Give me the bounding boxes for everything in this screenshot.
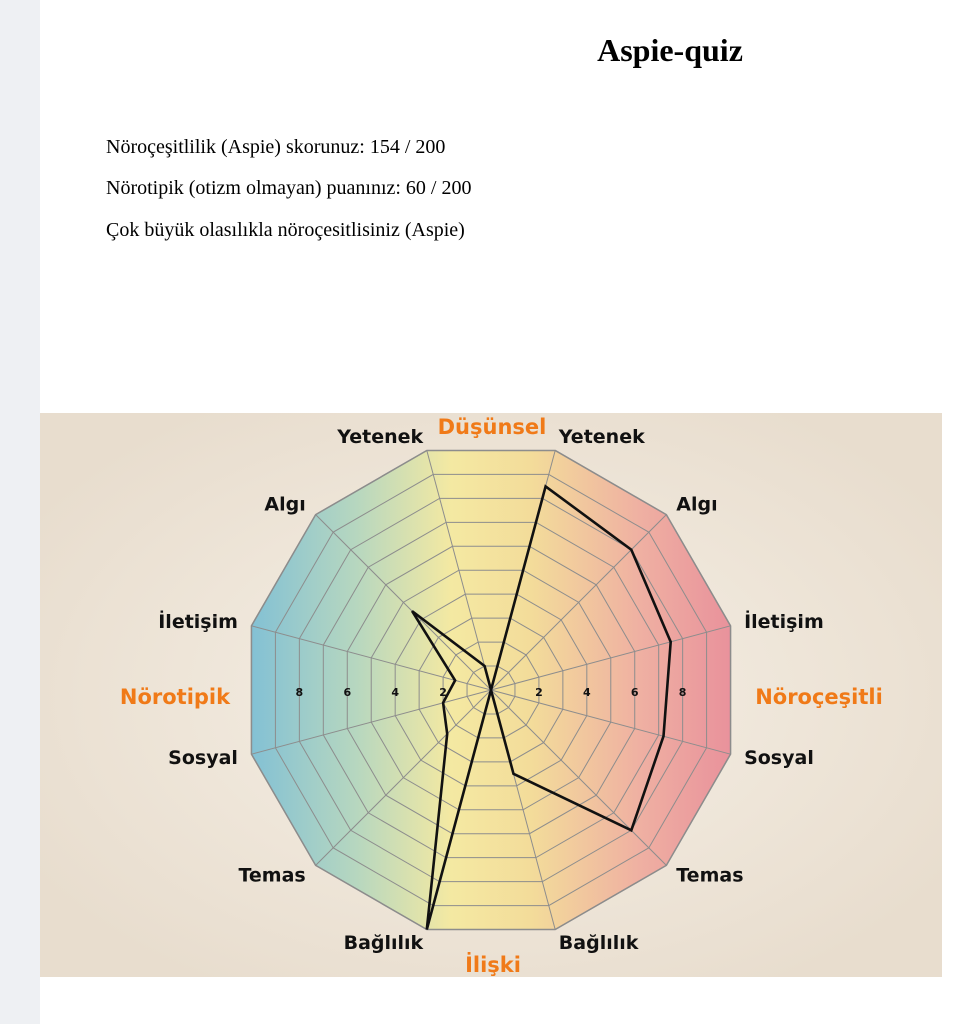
tick-label: 8	[295, 686, 304, 699]
axis-label-left: Temas	[238, 864, 306, 887]
category-label-iliski: İlişki	[465, 953, 521, 977]
tick-label: 4	[582, 686, 591, 699]
axis-label-right: İletişim	[744, 611, 824, 634]
axis-label-right: Bağlılık	[558, 932, 639, 955]
tick-label: 8	[678, 686, 687, 699]
aspie-score-text: Nöroçeşitlilik (Aspie) skorunuz: 154 / 200	[106, 136, 446, 158]
axis-label-right: Sosyal	[744, 746, 814, 769]
category-label-norotipik: Nörotipik	[119, 685, 231, 709]
category-label-norocesitli: Nöroçeşitli	[755, 685, 883, 709]
tick-label: 6	[343, 686, 352, 699]
axis-label-left: Bağlılık	[343, 932, 424, 955]
axis-label-right: Algı	[676, 493, 718, 516]
tick-label: 6	[630, 686, 639, 699]
axis-label-right: Temas	[676, 864, 744, 887]
axis-label-left: Yetenek	[337, 425, 424, 448]
left-gutter	[0, 0, 40, 1024]
axis-label-right: Yetenek	[558, 425, 645, 448]
category-label-dusunsel: Düşünsel	[437, 415, 547, 439]
tick-label: 2	[535, 686, 543, 699]
tick-label: 4	[391, 686, 400, 699]
axis-label-left: Algı	[264, 493, 306, 516]
page-title: Aspie-quiz	[597, 32, 743, 68]
verdict-text: Çok büyük olasılıkla nöroçesitlisiniz (Aspie)	[106, 219, 465, 241]
axis-label-left: Sosyal	[168, 746, 238, 769]
neurotypical-score-text: Nörotipik (otizm olmayan) puanınız: 60 / 200	[106, 177, 472, 199]
tick-label: 2	[439, 686, 447, 699]
radar-chart	[40, 413, 942, 977]
axis-label-left: İletişim	[158, 611, 238, 634]
radar-chart-panel	[40, 413, 942, 977]
